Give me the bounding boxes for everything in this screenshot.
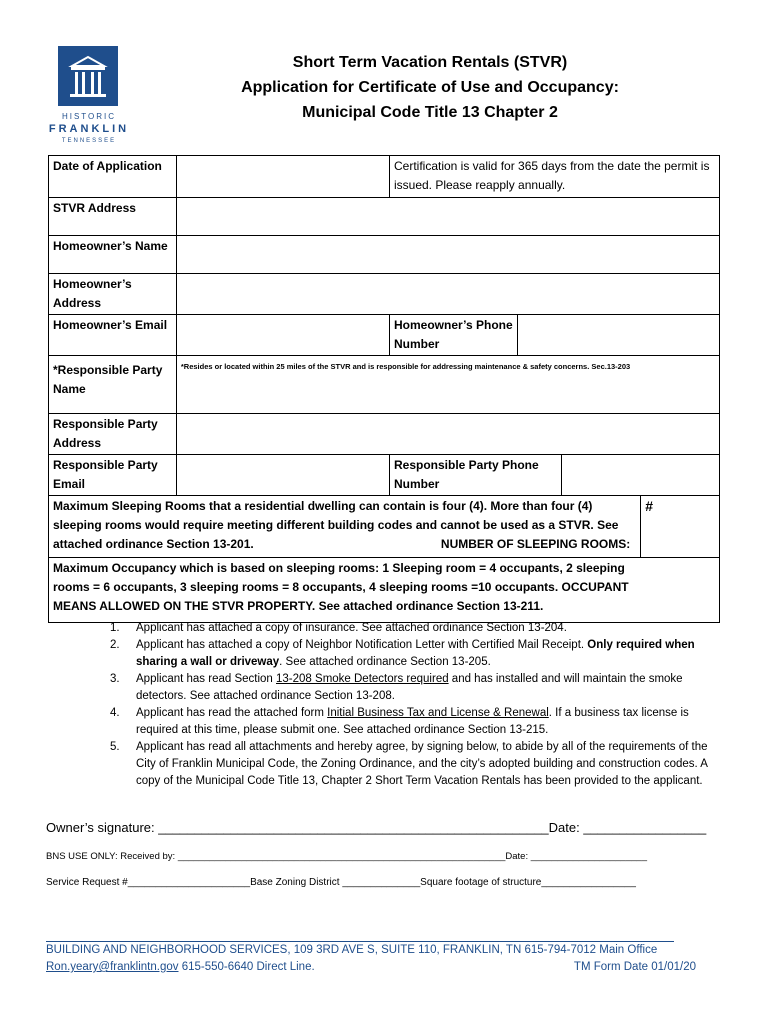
contact-email-link[interactable]: Ron.yeary@franklintn.gov <box>46 961 179 973</box>
responsible-note[interactable]: *Resides or located within 25 miles of the STVR and is responsible for addressing maintenance & safety concerns. Sec.13-203 <box>176 356 719 414</box>
homeowner-phone-label: Homeowner’s Phone Number <box>389 315 517 356</box>
responsible-address-field[interactable] <box>176 414 719 455</box>
owner-signature-line[interactable]: Owner’s signature: ______________________________________________________Date: _________________ <box>46 820 707 835</box>
occupancy-line-2: rooms = 6 occupants, 3 sleeping rooms = 8 occupants, 4 sleeping rooms =10 occupants. OCCUPANT <box>53 580 629 594</box>
stvr-address-label: STVR Address <box>49 198 177 236</box>
occupancy-line-3: MEANS ALLOWED ON THE STVR PROPERTY. See attached ordinance Section 13-211. <box>53 599 544 613</box>
responsible-email-label: Responsible Party Email <box>49 455 177 496</box>
title-line-2: Application for Certificate of Use and Occupancy: <box>241 79 619 96</box>
homeowner-name-field[interactable] <box>176 236 719 274</box>
applicant-checklist <box>110 620 730 790</box>
list-item: 5. Applicant has read all attachments and hereby agree, by signing below, to abide by all of the requirements of the City of Franklin Municipal Code, the Zoning Ordinance, and the city’s adopted building and construction codes. A copy of the Municipal Code Title 13, Chapter 2 Short Term Vacation Rentals has been provided to the applicant. <box>110 741 708 787</box>
document-title <box>200 50 660 125</box>
direct-line: 615-550-6640 Direct Line. <box>178 961 315 973</box>
validity-note: Certification is valid for 365 days from the date the permit is issued. Please reapply annually. <box>389 156 719 198</box>
list-item: 2. Applicant has attached a copy of Neighbor Notification Letter with Certified Mail Receipt. Only required when sharing a wall or driveway. See attached ordinance Section 13-205. <box>110 639 695 668</box>
homeowner-phone-field[interactable] <box>517 315 719 356</box>
responsible-email-field[interactable] <box>176 455 389 496</box>
date-field[interactable] <box>176 156 389 198</box>
logo-state: TENNESSEE <box>61 138 117 144</box>
application-form-table <box>48 155 720 623</box>
logo-historic: HISTORIC <box>61 112 117 121</box>
title-line-1: Short Term Vacation Rentals (STVR) <box>292 54 568 71</box>
homeowner-email-field[interactable] <box>176 315 389 356</box>
responsible-address-label: Responsible Party Address <box>49 414 177 455</box>
stvr-address-field[interactable] <box>176 198 719 236</box>
sleeping-rooms-count-field[interactable]: # <box>641 496 720 558</box>
footer-address: BUILDING AND NEIGHBORHOOD SERVICES, 109 3RD AVE S, SUITE 110, FRANKLIN, TN 615-794-7012 Main Office <box>46 944 658 956</box>
service-request-line[interactable]: Service Request #______________________Base Zoning District ______________Square footage of structure_________________ <box>46 877 636 888</box>
list-item: 3. Applicant has read Section 13-208 Smoke Detectors required and has installed and will maintain the smoke detectors. See attached ordinance Section 13-208. <box>110 673 683 702</box>
homeowner-address-label: Homeowner’s Address <box>49 274 177 315</box>
responsible-phone-field[interactable] <box>561 455 719 496</box>
courthouse-icon <box>58 46 118 106</box>
date-label: Date of Application <box>49 156 177 198</box>
responsible-name-label: *Responsible Party Name <box>49 356 177 414</box>
footer-divider <box>46 941 674 942</box>
list-item: 4. Applicant has read the attached form Initial Business Tax and License & Renewal. If a business tax license is required at this time, please submit one. See attached ordinance Section 13-215. <box>110 707 689 736</box>
homeowner-address-field[interactable] <box>176 274 719 315</box>
form-date: TM Form Date 01/01/20 <box>573 961 696 973</box>
homeowner-email-label: Homeowner’s Email <box>49 315 177 356</box>
sleeping-rooms-rule: Maximum Sleeping Rooms that a residential dwelling can contain is four (4). More than four (4) sleeping rooms would require meeting different building codes and cannot be used as a STVR. See attached ordinance Section 13-201. <box>53 499 619 551</box>
max-occupancy-text <box>49 558 720 623</box>
list-item: 1. Applicant has attached a copy of insurance. See attached ordinance Section 13-204. <box>110 622 567 634</box>
sleeping-rooms-count-label: NUMBER OF SLEEPING ROOMS: <box>440 537 631 551</box>
responsible-phone-label: Responsible Party Phone Number <box>389 455 561 496</box>
occupancy-line-1: Maximum Occupancy which is based on sleeping rooms: 1 Sleeping room = 4 occupants, 2 sleeping <box>53 561 625 575</box>
title-line-3: Municipal Code Title 13 Chapter 2 <box>302 104 558 121</box>
bns-use-only-line[interactable]: BNS USE ONLY: Received by: ______________________________________________________________Date: ______________________ <box>46 851 647 862</box>
footer-contact <box>46 961 696 973</box>
homeowner-name-label: Homeowner’s Name <box>49 236 177 274</box>
sleeping-rooms-text <box>49 496 641 558</box>
logo-franklin: FRANKLIN <box>48 123 130 135</box>
